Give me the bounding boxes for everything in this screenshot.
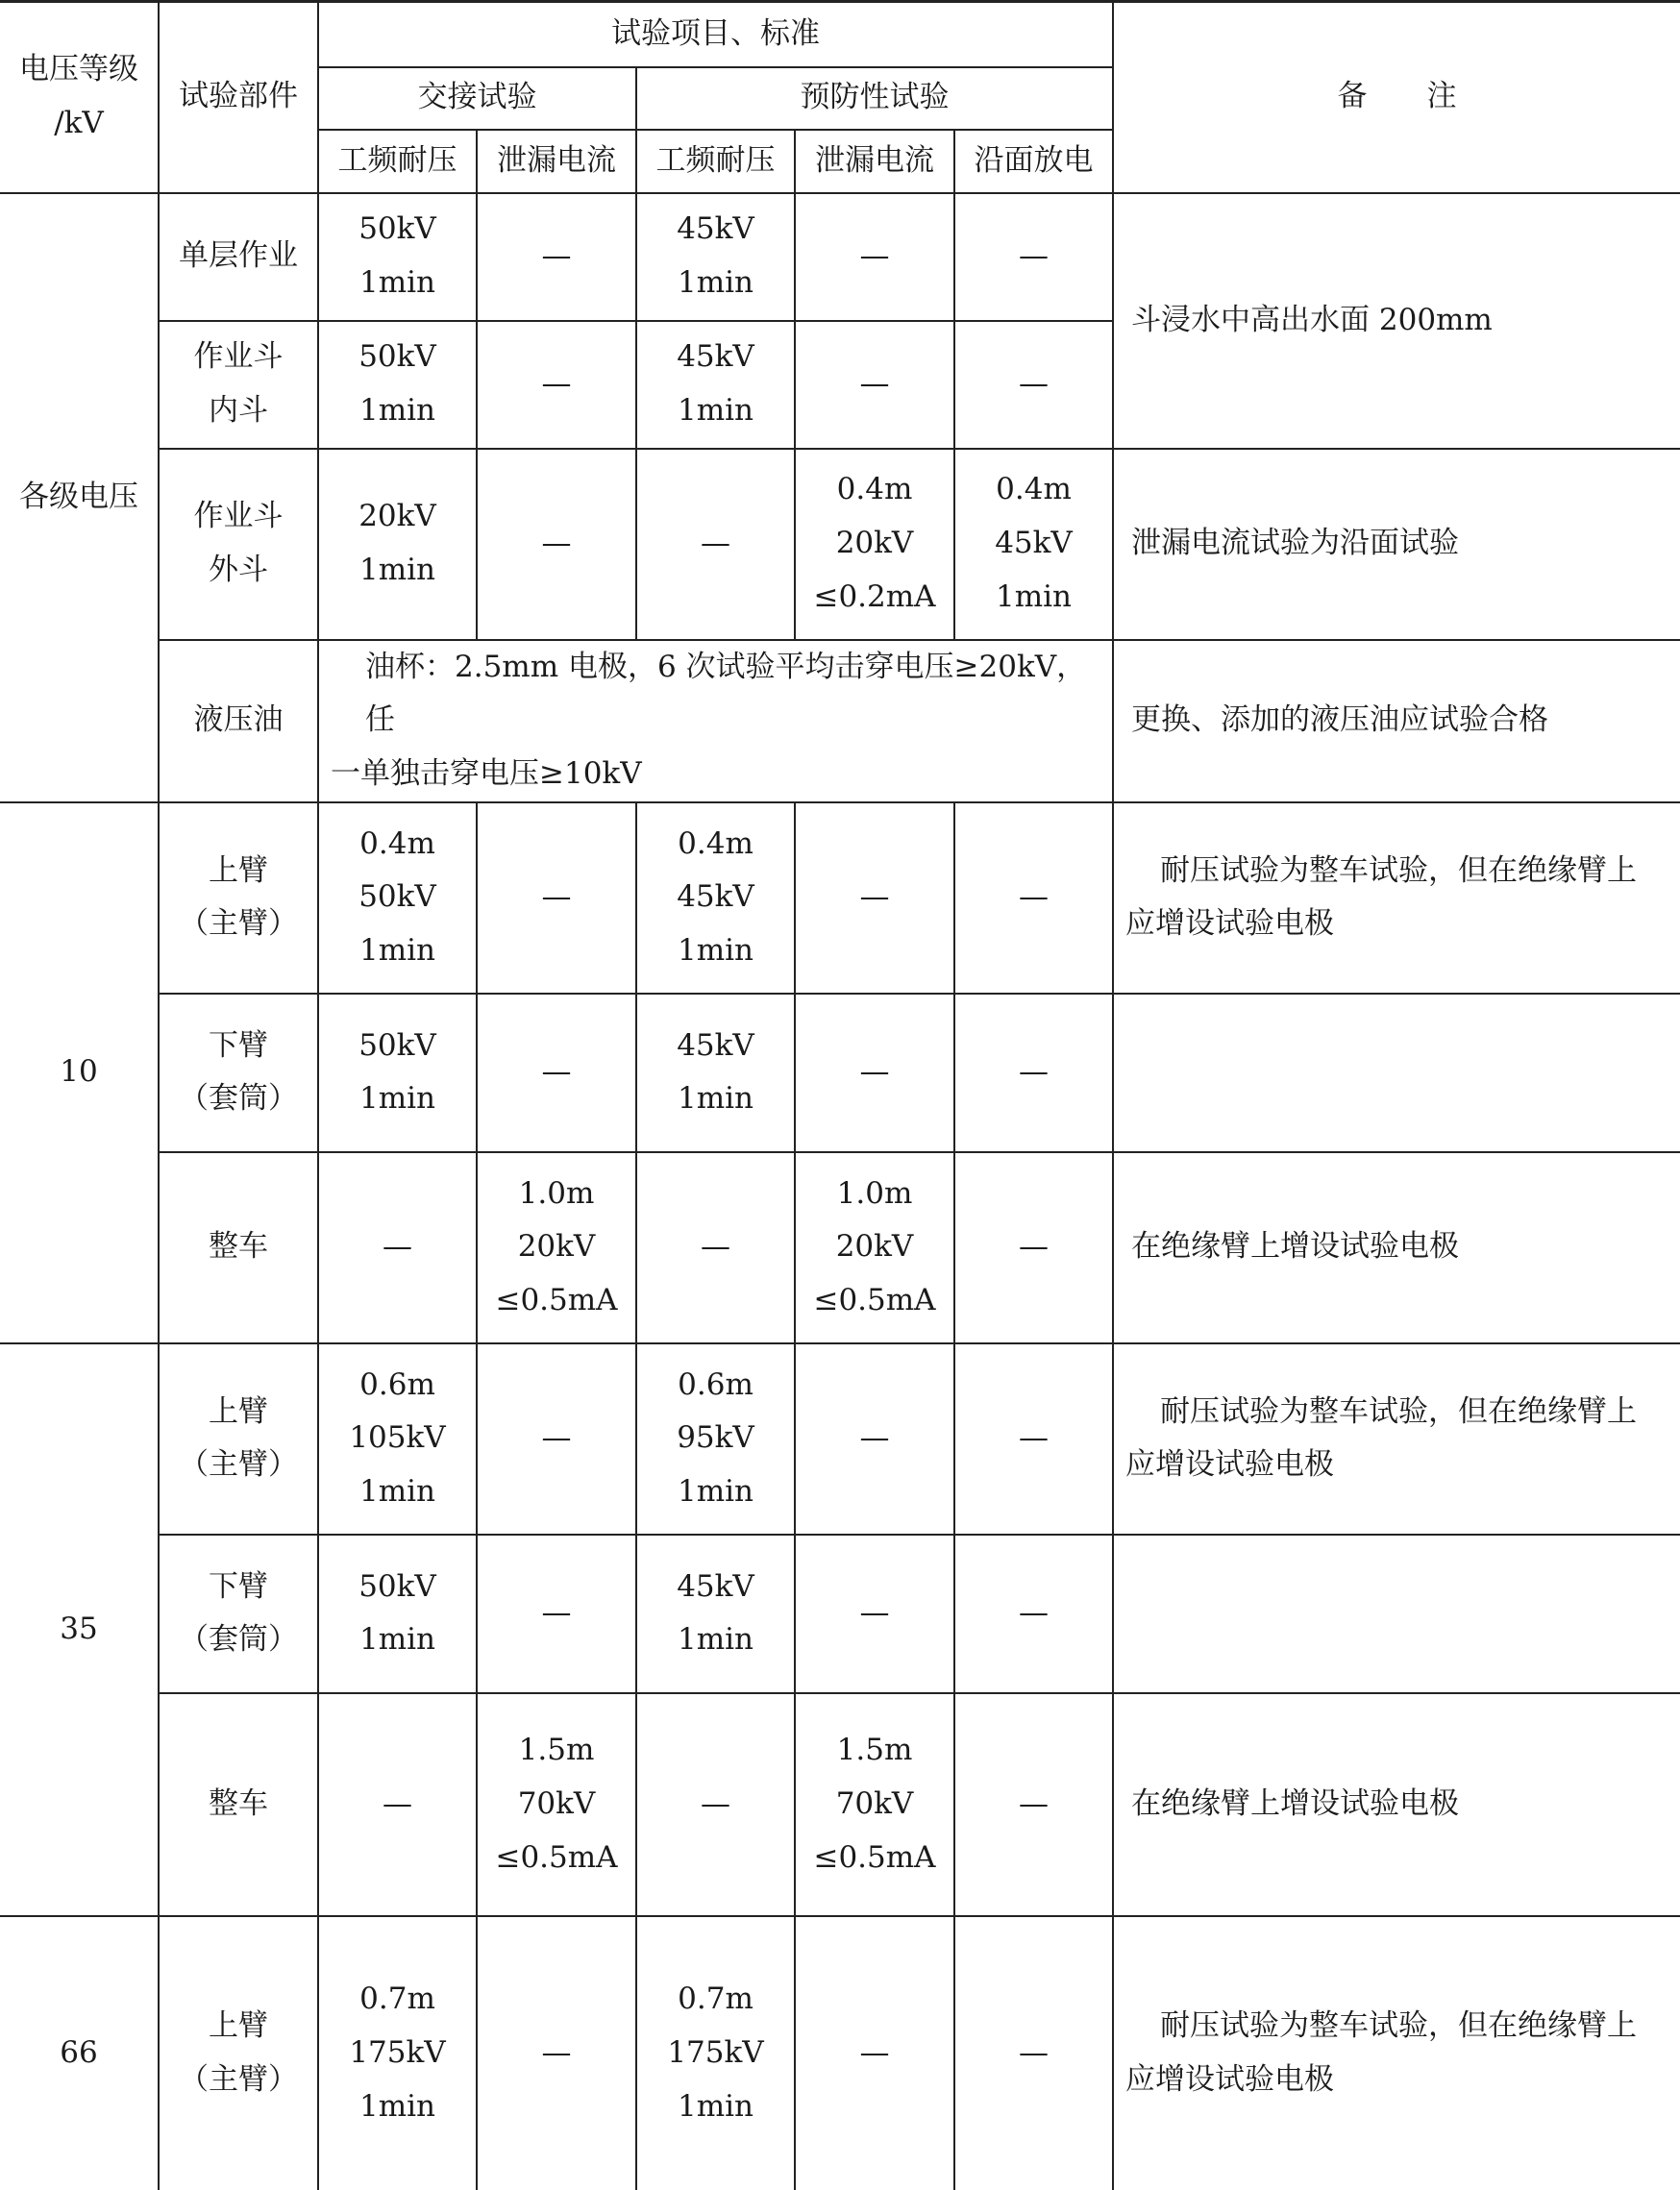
- remark-cell: 耐压试验为整车试验，但在绝缘臂上 应增设试验电极: [1113, 802, 1680, 994]
- dash-cell: —: [318, 1693, 477, 1916]
- dash-cell: —: [636, 1152, 795, 1343]
- value-cell: 0.4m 45kV 1min: [954, 449, 1113, 640]
- dash-cell: —: [795, 1343, 954, 1535]
- dash-cell: —: [318, 1152, 477, 1343]
- table-row: [0, 449, 1680, 640]
- header-remarks: 备 注: [1113, 2, 1680, 193]
- header-handover-test: 交接试验: [318, 67, 636, 130]
- dash-cell: —: [477, 1535, 636, 1693]
- dash-cell: —: [795, 802, 954, 994]
- value-cell: 0.4m 20kV ≤0.2mA: [795, 449, 954, 640]
- value-cell: 20kV 1min: [318, 449, 477, 640]
- part-cell: 整车: [159, 1693, 318, 1916]
- dash-cell: —: [795, 321, 954, 449]
- value-cell: 50kV 1min: [318, 193, 477, 321]
- dash-cell: —: [636, 1693, 795, 1916]
- value-cell: 0.4m 45kV 1min: [636, 802, 795, 994]
- dash-cell: —: [795, 994, 954, 1152]
- value-cell: 1.5m 70kV ≤0.5mA: [795, 1693, 954, 1916]
- remark-cell: 泄漏电流试验为沿面试验: [1113, 449, 1680, 640]
- voltage-cell: 66: [0, 1916, 159, 2190]
- remark-cell: [1113, 1535, 1680, 1693]
- header-test-part: 试验部件: [159, 2, 318, 193]
- dash-cell: —: [477, 994, 636, 1152]
- dash-cell: —: [954, 321, 1113, 449]
- dash-cell: —: [636, 449, 795, 640]
- dash-cell: —: [477, 449, 636, 640]
- table-row: [0, 193, 1680, 321]
- table-row: [0, 1152, 1680, 1343]
- dash-cell: —: [795, 1916, 954, 2190]
- dash-cell: —: [954, 994, 1113, 1152]
- part-cell: 下臂 （套筒）: [159, 994, 318, 1152]
- header-test-items: 试验项目、标准: [318, 2, 1113, 67]
- dash-cell: —: [954, 1152, 1113, 1343]
- part-cell: 作业斗 外斗: [159, 449, 318, 640]
- remark-cell: 耐压试验为整车试验，但在绝缘臂上 应增设试验电极: [1113, 1916, 1680, 2190]
- hydraulic-oil-spec: 油杯：2.5mm 电极，6 次试验平均击穿电压≥20kV，任 一单独击穿电压≥10kV: [318, 640, 1113, 802]
- value-cell: 0.7m 175kV 1min: [636, 1916, 795, 2190]
- dash-cell: —: [477, 1343, 636, 1535]
- part-cell: 上臂 （主臂）: [159, 1343, 318, 1535]
- voltage-cell: 各级电压: [0, 193, 159, 802]
- header-leakage-current-handover: 泄漏电流: [477, 130, 636, 193]
- dash-cell: —: [954, 802, 1113, 994]
- table-row: [0, 1535, 1680, 1693]
- remark-cell: 斗浸水中高出水面 200mm: [1113, 193, 1680, 449]
- part-cell: 上臂 （主臂）: [159, 802, 318, 994]
- remark-cell: 更换、添加的液压油应试验合格: [1113, 640, 1680, 802]
- value-cell: 45kV 1min: [636, 321, 795, 449]
- table-row: [0, 1693, 1680, 1916]
- part-cell: 单层作业: [159, 193, 318, 321]
- value-cell: 45kV 1min: [636, 994, 795, 1152]
- voltage-cell: 35: [0, 1343, 159, 1916]
- remark-cell: 在绝缘臂上增设试验电极: [1113, 1152, 1680, 1343]
- part-cell: 液压油: [159, 640, 318, 802]
- part-cell: 上臂 （主臂）: [159, 1916, 318, 2190]
- dash-cell: —: [477, 321, 636, 449]
- table-row: [0, 640, 1680, 802]
- value-cell: 1.5m 70kV ≤0.5mA: [477, 1693, 636, 1916]
- value-cell: 0.4m 50kV 1min: [318, 802, 477, 994]
- table-row: [0, 994, 1680, 1152]
- value-cell: 0.6m 95kV 1min: [636, 1343, 795, 1535]
- value-cell: 45kV 1min: [636, 1535, 795, 1693]
- value-cell: 45kV 1min: [636, 193, 795, 321]
- header-leakage-current-preventive: 泄漏电流: [795, 130, 954, 193]
- remark-cell: 耐压试验为整车试验，但在绝缘臂上 应增设试验电极: [1113, 1343, 1680, 1535]
- value-cell: 0.7m 175kV 1min: [318, 1916, 477, 2190]
- dash-cell: —: [954, 1535, 1113, 1693]
- value-cell: 1.0m 20kV ≤0.5mA: [477, 1152, 636, 1343]
- value-cell: 50kV 1min: [318, 321, 477, 449]
- table-row: [0, 802, 1680, 994]
- dash-cell: —: [795, 193, 954, 321]
- header-surface-discharge: 沿面放电: [954, 130, 1113, 193]
- remark-cell: [1113, 994, 1680, 1152]
- dash-cell: —: [954, 1693, 1113, 1916]
- table-row: [0, 1916, 1680, 2190]
- table-row: [0, 1343, 1680, 1535]
- header-power-freq-withstand-preventive: 工频耐压: [636, 130, 795, 193]
- part-cell: 作业斗 内斗: [159, 321, 318, 449]
- value-cell: 50kV 1min: [318, 994, 477, 1152]
- dash-cell: —: [477, 802, 636, 994]
- value-cell: 1.0m 20kV ≤0.5mA: [795, 1152, 954, 1343]
- dash-cell: —: [795, 1535, 954, 1693]
- value-cell: 0.6m 105kV 1min: [318, 1343, 477, 1535]
- remark-cell: 在绝缘臂上增设试验电极: [1113, 1693, 1680, 1916]
- header-power-freq-withstand-handover: 工频耐压: [318, 130, 477, 193]
- part-cell: 整车: [159, 1152, 318, 1343]
- dash-cell: —: [954, 1916, 1113, 2190]
- value-cell: 50kV 1min: [318, 1535, 477, 1693]
- dash-cell: —: [954, 1343, 1113, 1535]
- dash-cell: —: [954, 193, 1113, 321]
- dash-cell: —: [477, 1916, 636, 2190]
- header-voltage-level: 电压等级 /kV: [0, 2, 159, 193]
- dash-cell: —: [477, 193, 636, 321]
- voltage-cell: 10: [0, 802, 159, 1343]
- part-cell: 下臂 （套筒）: [159, 1535, 318, 1693]
- header-preventive-test: 预防性试验: [636, 67, 1113, 130]
